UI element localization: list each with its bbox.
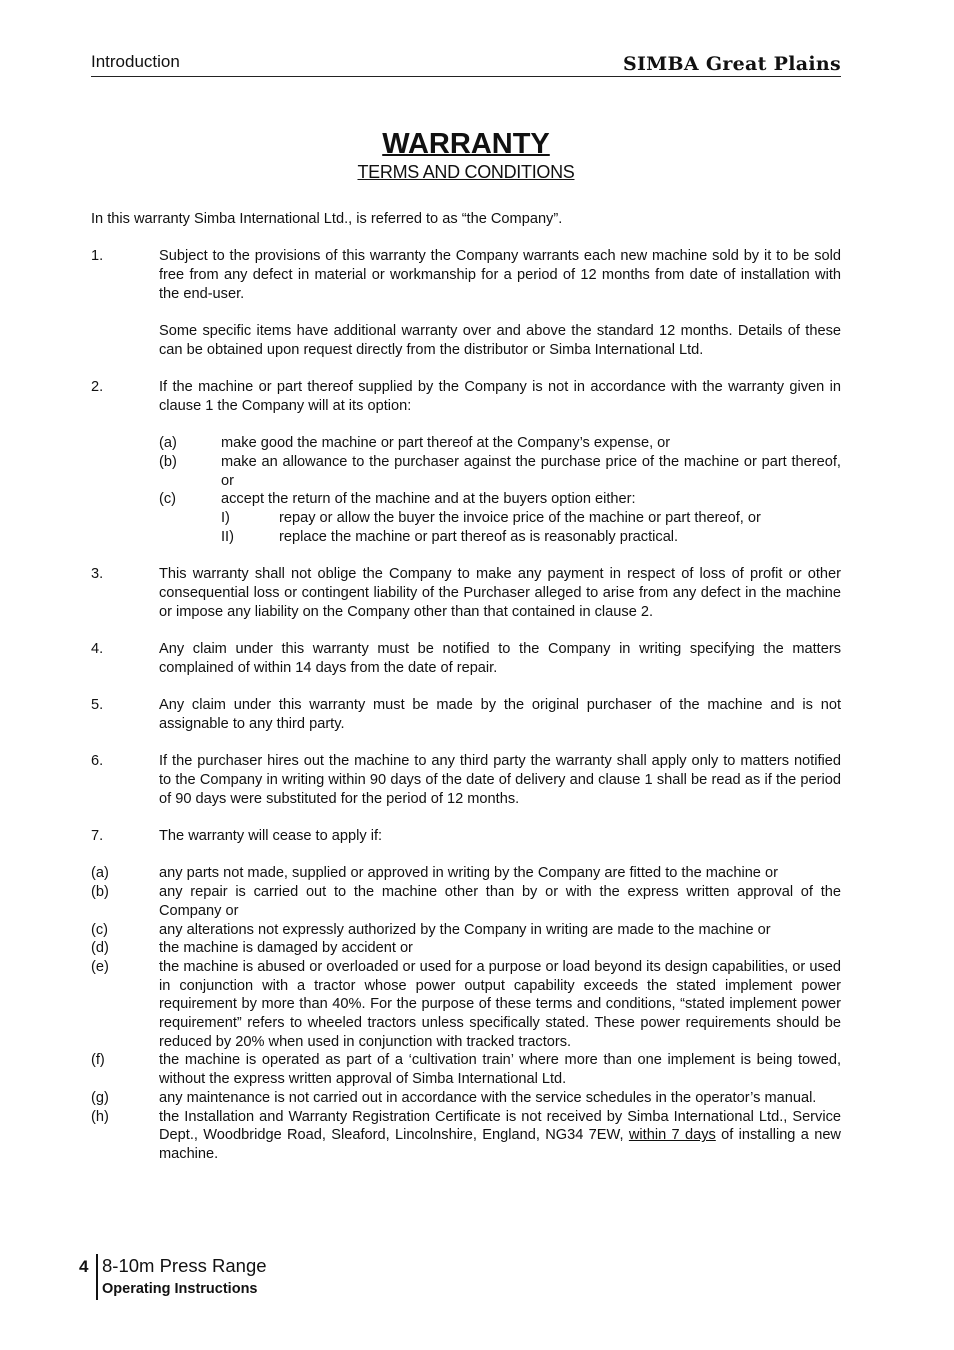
clause-text: Any claim under this warranty must be notified to the Company in writing specifying the matters complained of within 14 days from the date of repair. — [159, 641, 841, 676]
condition-item — [91, 939, 841, 958]
clause-text: If the purchaser hires out the machine to any third party the warranty shall apply only to matters notified to the Company in writing within 90 days of the date of delivery and clause 1 shall be read as if the period of 90 days were substituted for the period of 12 months. — [159, 753, 841, 807]
section-title: Introduction — [91, 52, 180, 71]
clause-number: 6. — [91, 753, 104, 770]
footer-divider — [96, 1254, 98, 1300]
clause-text: Subject to the provisions of this warranty the Company warrants each new machine sold by it to be sold free from any defect in material or workmanship for a period of 12 months from date of installation with the end-user. — [159, 248, 841, 302]
clause-number: 4. — [91, 641, 104, 658]
cessation-conditions-list — [91, 864, 841, 1163]
suboption-label: I) — [221, 510, 230, 527]
deadline-emphasis: within 7 days — [628, 1127, 716, 1144]
warranty-content — [91, 210, 841, 1164]
option-item — [159, 453, 841, 490]
clause-text: Any claim under this warranty must be made by the original purchaser of the machine and is not assignable to any third party. — [159, 697, 841, 732]
condition-label: (f) — [91, 1052, 105, 1069]
clause-1 — [91, 247, 841, 359]
clause-text: This warranty shall not oblige the Company to make any payment in respect of loss of profit or other consequential loss or contingent liability of the Purchaser alleged to arise from any defect in the machine or impose any liability on the Company other than that contained in clause 2. — [159, 566, 841, 620]
brand-logo: SIMBA Great Plains — [622, 53, 841, 75]
condition-text: any parts not made, supplied or approved in writing by the Company are fitted to the machine or — [159, 865, 778, 882]
option-label: (b) — [159, 454, 177, 471]
condition-text: the machine is operated as part of a ‘cultivation train’ where more than one implement is being towed, without the express written approval of Simba International Ltd. — [159, 1052, 841, 1088]
clause-number: 3. — [91, 566, 104, 583]
option-label: (c) — [159, 491, 177, 508]
manual-type: Operating Instructions — [102, 1281, 258, 1297]
clause-number: 7. — [91, 828, 104, 845]
option-text: accept the return of the machine and at the buyers option either: — [221, 491, 636, 508]
condition-text: the machine is damaged by accident or — [159, 940, 413, 957]
clause-number: 2. — [91, 379, 104, 396]
option-list — [159, 434, 841, 546]
clause-number: 1. — [91, 248, 104, 265]
condition-label: (e) — [91, 958, 109, 975]
title-block — [0, 128, 954, 183]
condition-item — [91, 864, 841, 883]
condition-item — [91, 921, 841, 940]
condition-label: (g) — [91, 1089, 109, 1106]
suboption-text: replace the machine or part thereof as is reasonably practical. — [279, 528, 679, 545]
suboption-item — [221, 509, 841, 528]
condition-item — [91, 883, 841, 920]
page-number: 4 — [79, 1257, 89, 1276]
clause-6 — [91, 752, 841, 808]
page-title: WARRANTY — [382, 128, 550, 160]
clause-2 — [91, 378, 841, 546]
condition-text: any maintenance is not carried out in accordance with the service schedules in the operator’s manual. — [159, 1089, 817, 1106]
option-text: make good the machine or part thereof at the Company’s expense, or — [221, 435, 671, 452]
condition-label: (h) — [91, 1108, 109, 1125]
option-item — [159, 490, 841, 509]
product-name: 8-10m Press Range — [102, 1255, 267, 1276]
intro-paragraph: In this warranty Simba International Ltd., is referred to as “the Company”. — [91, 211, 563, 227]
option-label: (a) — [159, 435, 177, 452]
clause-4 — [91, 640, 841, 677]
option-text: make an allowance to the purchaser against the purchase price of the machine or part thereof, or — [221, 454, 841, 489]
clause-text: If the machine or part thereof supplied by the Company is not in accordance with the warranty given in clause 1 the Company will at its option: — [159, 379, 841, 414]
condition-item — [91, 1051, 841, 1088]
condition-text-after: of installing a new machine. — [159, 1127, 841, 1162]
condition-item — [91, 958, 841, 1052]
page-subtitle: TERMS AND CONDITIONS — [357, 162, 575, 182]
condition-item — [91, 1108, 841, 1164]
condition-label: (c) — [91, 921, 109, 938]
clause-number: 5. — [91, 697, 104, 714]
condition-label: (a) — [91, 865, 109, 882]
page-header — [91, 50, 841, 77]
option-item — [159, 434, 841, 453]
clause-3 — [91, 565, 841, 621]
condition-text-before: the Installation and Warranty Registration Certificate is not received by Simba International Ltd., Service Dept., Woodbridge Road, Sleaford, Lincolnshire, England, NG34 7EW, — [159, 1108, 841, 1144]
clause-5 — [91, 696, 841, 733]
suboption-item — [221, 528, 841, 547]
condition-text: the machine is abused or overloaded or used for a purpose or load beyond its design capabilities, or used in conjunction with a tractor whose power output capability exceeds the stated implement power requirement by more than 40%. For the purpose of these terms and conditions, “stated implement power requirement” refers to wheeled tractors unless specifically stated. These power requirements should be reduced by 20% when used in conjunction with tracked tractors. — [159, 958, 841, 1050]
condition-label: (d) — [91, 940, 109, 957]
clause-text: The warranty will cease to apply if: — [159, 828, 383, 845]
condition-item — [91, 1089, 841, 1108]
condition-label: (b) — [91, 884, 109, 901]
suboption-label: II) — [221, 528, 234, 545]
suboption-text: repay or allow the buyer the invoice price of the machine or part thereof, or — [279, 510, 761, 527]
condition-text: any repair is carried out to the machine other than by or with the express written approval of the Company or — [159, 884, 841, 919]
clause-7 — [91, 827, 841, 846]
condition-text — [159, 1108, 841, 1164]
clause-text: Some specific items have additional warranty over and above the standard 12 months. Details of these can be obtained upon request directly from the distributor or Simba International Ltd. — [159, 323, 841, 358]
condition-text: any alterations not expressly authorized by the Company in writing are made to the machine or — [159, 921, 771, 938]
